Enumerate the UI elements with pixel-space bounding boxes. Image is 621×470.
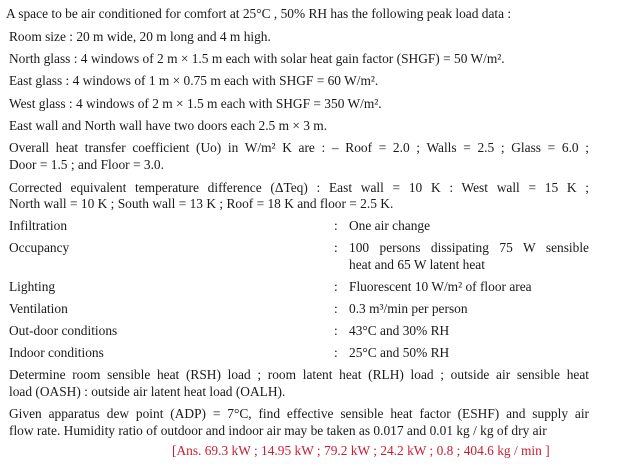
- determine-line2: load (OASH) : outside air latent heat load (OALH).: [9, 384, 286, 399]
- problem-intro: A space to be air conditioned for comfort at 25°C , 50% RH has the following peak load data :: [6, 6, 512, 21]
- answer-line: [Ans. 69.3 kW ; 14.95 kW ; 79.2 kW ; 24.2 kW ; 0.8 ; 404.6 kg / min ]: [172, 443, 550, 458]
- u-values-line1: Overall heat transfer coefficient (Uo) in W/m² K are : – Roof = 2.0 ; Walls = 2.5 ; Glass = 6.0 ;: [9, 140, 589, 155]
- cetd-line1: Corrected equivalent temperature difference (ΔTeq) : East wall = 10 K : West wall = 15 K ;: [9, 180, 589, 195]
- colon: :: [334, 323, 338, 338]
- determine-line1: Determine room sensible heat (RSH) load ; room latent heat (RLH) load ; outside air sensible heat: [9, 367, 589, 382]
- load-label-lighting: Lighting: [9, 279, 56, 294]
- load-label-indoor: Indoor conditions: [9, 345, 104, 360]
- occupancy-line2: heat and 65 W latent heat: [349, 256, 485, 272]
- load-value-lighting: Fluorescent 10 W/m² of floor area: [349, 279, 532, 294]
- colon: :: [334, 279, 338, 294]
- given-line2: flow rate. Humidity ratio of outdoor and indoor air may be taken as 0.017 and 0.01 kg / kg of dry air: [9, 423, 547, 438]
- given-line1: Given apparatus dew point (ADP) = 7°C, find effective sensible heat factor (ESHF) and supply air: [9, 406, 589, 421]
- colon: :: [334, 345, 338, 360]
- doors: East wall and North wall have two doors each 2.5 m × 3 m.: [9, 118, 328, 133]
- west-glass: West glass : 4 windows of 2 m × 1.5 m each with SHGF = 350 W/m².: [9, 96, 382, 111]
- colon: :: [334, 301, 338, 316]
- occupancy-line1: 100 persons dissipating 75 W sensible: [349, 240, 589, 255]
- load-value-indoor: 25°C and 50% RH: [349, 345, 450, 360]
- colon: :: [334, 240, 338, 255]
- load-label-infiltration: Infiltration: [9, 218, 68, 233]
- north-glass: North glass : 4 windows of 2 m × 1.5 m each with solar heat gain factor (SHGF) = 50 W/m².: [9, 51, 505, 66]
- cetd-line2: North wall = 10 K ; South wall = 13 K ; Roof = 18 K and floor = 2.5 K.: [9, 196, 394, 211]
- east-glass: East glass : 4 windows of 1 m × 0.75 m each with SHGF = 60 W/m².: [9, 73, 379, 88]
- load-label-occupancy: Occupancy: [9, 240, 70, 255]
- colon: :: [334, 218, 338, 233]
- load-value-ventilation: 0.3 m³/min per person: [349, 301, 468, 316]
- load-label-ventilation: Ventilation: [9, 301, 68, 316]
- room-size: Room size : 20 m wide, 20 m long and 4 m high.: [9, 29, 271, 44]
- load-value-occupancy: [349, 240, 589, 274]
- u-values-line2: Door = 1.5 ; and Floor = 3.0.: [9, 157, 164, 172]
- load-label-outdoor: Out-door conditions: [9, 323, 118, 338]
- load-value-outdoor: 43°C and 30% RH: [349, 323, 450, 338]
- load-value-infiltration: One air change: [349, 218, 431, 233]
